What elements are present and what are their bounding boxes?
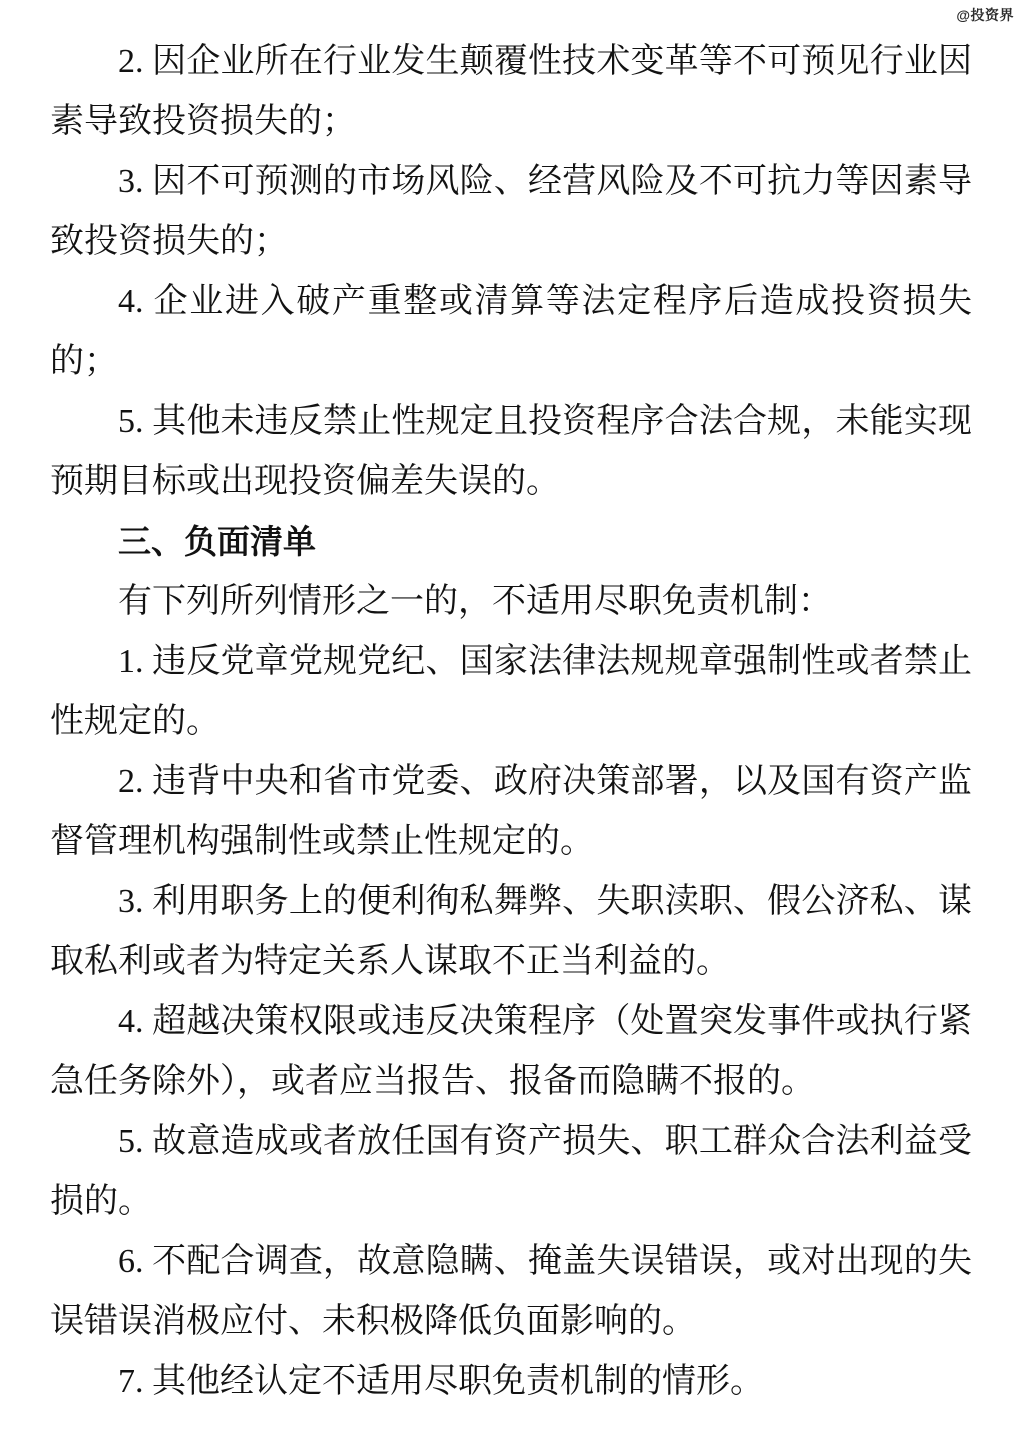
clause-other-compliant-loss: 5. 其他未违反禁止性规定且投资程序合法合规，未能实现预期目标或出现投资偏差失误的。 — [50, 403, 972, 500]
negative-item-intentional-loss: 5. 故意造成或者放任国有资产损失、职工群众合法利益受损的。 — [50, 1123, 972, 1220]
document-page — [50, 32, 972, 1412]
section-heading-negative-list: 三、负面清单 — [118, 523, 316, 560]
clause-market-risk: 3. 因不可预测的市场风险、经营风险及不可抗力等因素导致投资损失的； — [50, 163, 972, 260]
clause-bankruptcy: 4. 企业进入破产重整或清算等法定程序后造成投资损失的； — [50, 283, 972, 380]
watermark-pedaily: @投资界 — [956, 7, 1014, 23]
negative-item-abuse-position: 3. 利用职务上的便利徇私舞弊、失职渎职、假公济私、谋取私利或者为特定关系人谋取不正当利益的。 — [50, 883, 972, 980]
negative-item-violate-rules: 1. 违反党章党规党纪、国家法律法规规章强制性或者禁止性规定的。 — [50, 643, 972, 740]
negative-item-exceed-authority: 4. 超越决策权限或违反决策程序（处置突发事件或执行紧急任务除外），或者应当报告、报备而隐瞒不报的。 — [50, 1003, 972, 1100]
clause-industry-disruption: 2. 因企业所在行业发生颠覆性技术变革等不可预见行业因素导致投资损失的； — [50, 43, 972, 140]
negative-item-violate-policy: 2. 违背中央和省市党委、政府决策部署，以及国有资产监督管理机构强制性或禁止性规定的。 — [50, 763, 972, 860]
negative-item-non-cooperation: 6. 不配合调查，故意隐瞒、掩盖失误错误，或对出现的失误错误消极应付、未积极降低负面影响的。 — [50, 1243, 972, 1340]
negative-list-intro: 有下列所列情形之一的，不适用尽职免责机制： — [118, 583, 832, 620]
negative-item-other-cases: 7. 其他经认定不适用尽职免责机制的情形。 — [118, 1363, 764, 1400]
